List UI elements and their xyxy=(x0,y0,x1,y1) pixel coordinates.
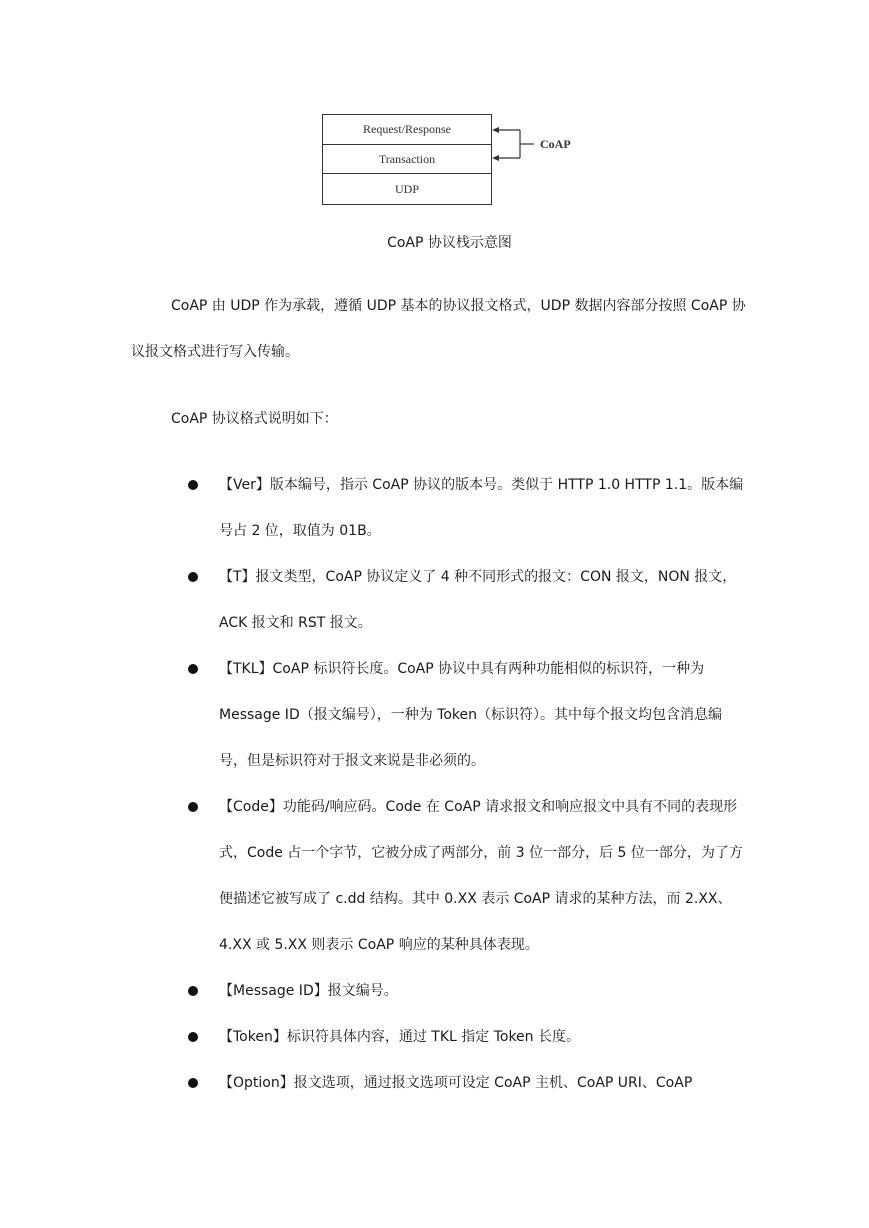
list-item-t: 【T】报文类型，CoAP 协议定义了 4 种不同形式的报文：CON 报文，NON 报文，ACK 报文和 RST 报文。 xyxy=(188,554,748,646)
layer-udp: UDP xyxy=(394,181,419,196)
list-item-message-id: 【Message ID】报文编号。 xyxy=(188,968,748,1014)
list-item-token: 【Token】标识符具体内容，通过 TKL 指定 Token 长度。 xyxy=(188,1014,748,1060)
intro-paragraph: CoAP 由 UDP 作为承载，遵循 UDP 基本的协议报文格式，UDP 数据内容部分按照 CoAP 协议报文格式进行写入传输。 xyxy=(131,298,746,360)
layer-transaction: Transaction xyxy=(323,145,491,174)
list-item-tkl: 【TKL】CoAP 标识符长度。CoAP 协议中具有两种功能相似的标识符，一种为 Message ID（报文编号），一种为 Token（标识符）。其中每个报文均包含消息编号，但是标识符对于报文来说是非必须的。 xyxy=(188,646,748,784)
list-item-option: 【Option】报文选项，通过报文选项可设定 CoAP 主机、CoAP URI、CoAP xyxy=(188,1060,748,1106)
coap-stack-diagram xyxy=(322,114,582,206)
list-item-ver: 【Ver】版本编号，指示 CoAP 协议的版本号。类似于 HTTP 1.0 HTTP 1.1。版本编号占 2 位，取值为 01B。 xyxy=(188,462,748,554)
arrow-bottom-head xyxy=(492,155,499,161)
figure-caption: CoAP 协议栈示意图 xyxy=(387,235,512,251)
layer-request-response: Request/Response xyxy=(323,115,491,145)
field-list xyxy=(188,462,748,1106)
list-item-code: 【Code】功能码/响应码。Code 在 CoAP 请求报文和响应报文中具有不同的表现形式，Code 占一个字节，它被分成了两部分，前 3 位一部分，后 5 位一部分，为了方便描述它被写成了 c.dd 结构。其中 0.XX 表示 CoAP 请求的某种方法，而 2.XX、4.XX 或 5.XX 则表示 CoAP 响应的某种具体表现。 xyxy=(188,784,748,968)
bracket-label: CoAP xyxy=(540,137,571,151)
arrow-top-head xyxy=(492,127,499,133)
format-heading-paragraph: CoAP 协议格式说明如下： xyxy=(171,411,338,427)
protocol-stack xyxy=(322,114,492,205)
